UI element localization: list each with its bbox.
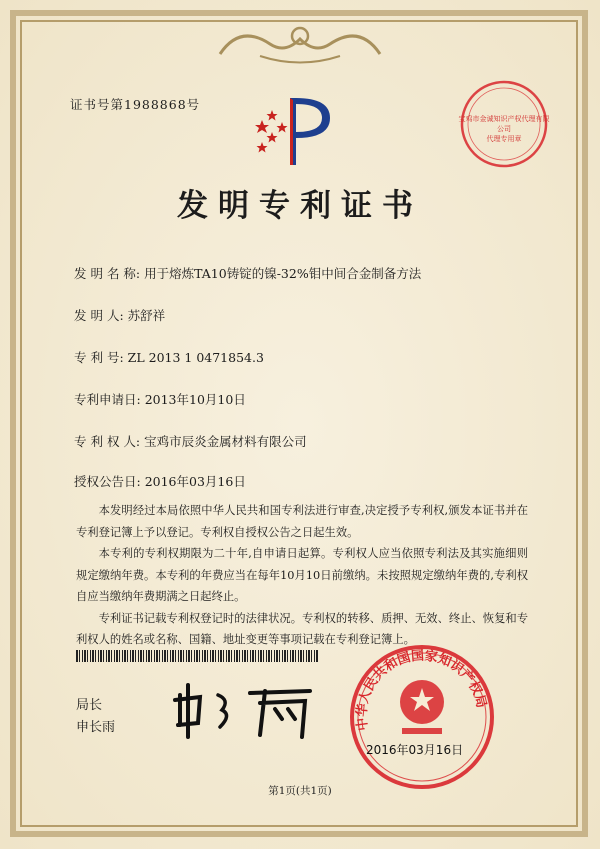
field-label: 专利申请日:	[74, 392, 141, 407]
field-inventor	[74, 306, 165, 324]
barcode-bar	[159, 650, 160, 662]
barcode-bar	[106, 650, 107, 662]
barcode-bar	[239, 650, 240, 662]
barcode-bar	[95, 650, 96, 662]
barcode-bar	[242, 650, 243, 662]
barcode-bar	[127, 650, 128, 662]
body-paragraph: 本发明经过本局依照中华人民共和国专利法进行审查,决定授予专利权,颁发本证书并在专利登记簿上予以登记。专利权自授权公告之日起生效。	[76, 504, 528, 539]
barcode-bar	[268, 650, 270, 662]
barcode-bar	[210, 650, 211, 662]
barcode-bar	[255, 650, 256, 662]
barcode-bar	[234, 650, 235, 662]
barcode-bar	[276, 650, 278, 662]
agency-seal	[458, 78, 550, 170]
field-grant-date	[74, 472, 246, 490]
barcode-bar	[199, 650, 200, 662]
barcode-bar	[172, 650, 174, 662]
body-paragraph: 专利证书记载专利权登记时的法律状况。专利权的转移、质押、无效、终止、恢复和专利权人的姓名或名称、国籍、地址变更等事项记载在专利登记簿上。	[76, 611, 528, 646]
director-name: 申长雨	[76, 720, 116, 735]
barcode-bar	[292, 650, 294, 662]
barcode-bar	[306, 650, 307, 662]
barcode-bar	[308, 650, 310, 662]
field-patentee	[74, 432, 307, 450]
barcode-bar	[316, 650, 318, 662]
barcode-bar	[266, 650, 267, 662]
barcode-bar	[100, 650, 102, 662]
barcode-bar	[290, 650, 291, 662]
barcode-bar	[226, 650, 227, 662]
barcode-bar	[215, 650, 216, 662]
barcode-bar	[244, 650, 246, 662]
big-seal-text: 中华人民共和国国家知识产权局	[354, 648, 489, 732]
barcode-bar	[194, 650, 195, 662]
seal-date: 2016年03月16日	[366, 743, 464, 757]
barcode-bar	[247, 650, 248, 662]
barcode-bar	[287, 650, 288, 662]
barcode-bar	[178, 650, 179, 662]
barcode-bar	[98, 650, 99, 662]
barcode-bar	[124, 650, 126, 662]
patent-office-logo	[250, 90, 340, 170]
barcode-bar	[76, 650, 78, 662]
barcode-bar	[196, 650, 198, 662]
barcode-bar	[202, 650, 203, 662]
barcode-bar	[258, 650, 259, 662]
barcode-bar	[300, 650, 302, 662]
field-application-date	[74, 390, 246, 408]
barcode-bar	[103, 650, 104, 662]
barcode-bar	[188, 650, 190, 662]
barcode-bar	[148, 650, 150, 662]
barcode-bar	[156, 650, 158, 662]
barcode-bar	[135, 650, 136, 662]
barcode-bar	[263, 650, 264, 662]
barcode-bar	[314, 650, 315, 662]
field-label: 发 明 人:	[74, 308, 124, 323]
barcode-bar	[191, 650, 192, 662]
field-label: 发 明 名 称:	[74, 266, 141, 281]
national-ip-office-seal	[347, 642, 497, 792]
barcode-bar	[151, 650, 152, 662]
barcode-bar	[204, 650, 206, 662]
barcode-bar	[303, 650, 304, 662]
barcode-bar	[119, 650, 120, 662]
barcode-bar	[274, 650, 275, 662]
barcode-bar	[92, 650, 94, 662]
crest-ornament	[200, 14, 400, 74]
barcode-bar	[183, 650, 184, 662]
barcode-bar	[154, 650, 155, 662]
barcode-bar	[284, 650, 286, 662]
certificate-title: 发明专利证书	[177, 188, 423, 224]
barcode-bar	[212, 650, 214, 662]
barcode-bar	[298, 650, 299, 662]
barcode-bar	[164, 650, 166, 662]
field-value: ZL 2013 1 0471854.3	[127, 350, 264, 365]
barcode-bar	[271, 650, 272, 662]
barcode-bar	[170, 650, 171, 662]
barcode-bar	[146, 650, 147, 662]
barcode-bar	[167, 650, 168, 662]
field-value: 苏舒祥	[127, 308, 166, 323]
barcode-bar	[90, 650, 91, 662]
barcode-bar	[231, 650, 232, 662]
barcode-bar	[279, 650, 280, 662]
barcode-bar	[282, 650, 283, 662]
body-paragraph: 本专利的专利权期限为二十年,自申请日起算。专利权人应当依照专利法及其实施细则规定缴纳年费。本专利的年费应当在每年10月10日前缴纳。未按照规定缴纳年费的,专利权自应当缴纳年费期满之日起终止。	[76, 547, 528, 603]
page-number: 第1页(共1页)	[268, 785, 332, 797]
barcode-bar	[84, 650, 86, 662]
barcode-bar	[87, 650, 88, 662]
barcode-bar	[82, 650, 83, 662]
director-signature	[170, 675, 320, 745]
certificate-body	[76, 500, 528, 651]
barcode-bar	[218, 650, 219, 662]
barcode-bar	[143, 650, 144, 662]
barcode-bar	[223, 650, 224, 662]
field-label: 专 利 号:	[74, 350, 124, 365]
barcode-bar	[220, 650, 222, 662]
barcode-bar	[138, 650, 139, 662]
barcode-bar	[250, 650, 251, 662]
barcode-bar	[186, 650, 187, 662]
barcode-bar	[108, 650, 110, 662]
field-invention-name	[74, 264, 421, 282]
field-label: 授权公告日:	[74, 474, 141, 489]
barcode-bar	[311, 650, 312, 662]
field-value: 2016年03月16日	[144, 474, 246, 489]
field-patent-number	[74, 348, 264, 366]
barcode-bar	[162, 650, 163, 662]
barcode-bar	[175, 650, 176, 662]
barcode	[76, 650, 318, 662]
barcode-bar	[132, 650, 134, 662]
barcode-bar	[228, 650, 230, 662]
barcode-bar	[252, 650, 254, 662]
barcode-bar	[130, 650, 131, 662]
field-value: 用于熔炼TA10铸锭的镍-32%钼中间合金制备方法	[144, 266, 422, 281]
barcode-bar	[140, 650, 142, 662]
field-value: 2013年10月10日	[144, 392, 246, 407]
barcode-bar	[180, 650, 182, 662]
field-value: 宝鸡市辰炎金属材料有限公司	[144, 434, 307, 449]
field-label: 专 利 权 人:	[74, 434, 141, 449]
barcode-bar	[116, 650, 118, 662]
barcode-bar	[111, 650, 112, 662]
barcode-bar	[79, 650, 80, 662]
certificate-number: 证书号第1988868号	[70, 97, 201, 112]
agency-seal-text: 宝鸡市金诚知识产权代理有限公司 代理专用章	[458, 115, 550, 143]
director-title: 局长	[76, 698, 103, 713]
barcode-bar	[114, 650, 115, 662]
barcode-bar	[295, 650, 296, 662]
barcode-bar	[207, 650, 208, 662]
barcode-bar	[122, 650, 123, 662]
barcode-bar	[260, 650, 262, 662]
barcode-bar	[236, 650, 238, 662]
